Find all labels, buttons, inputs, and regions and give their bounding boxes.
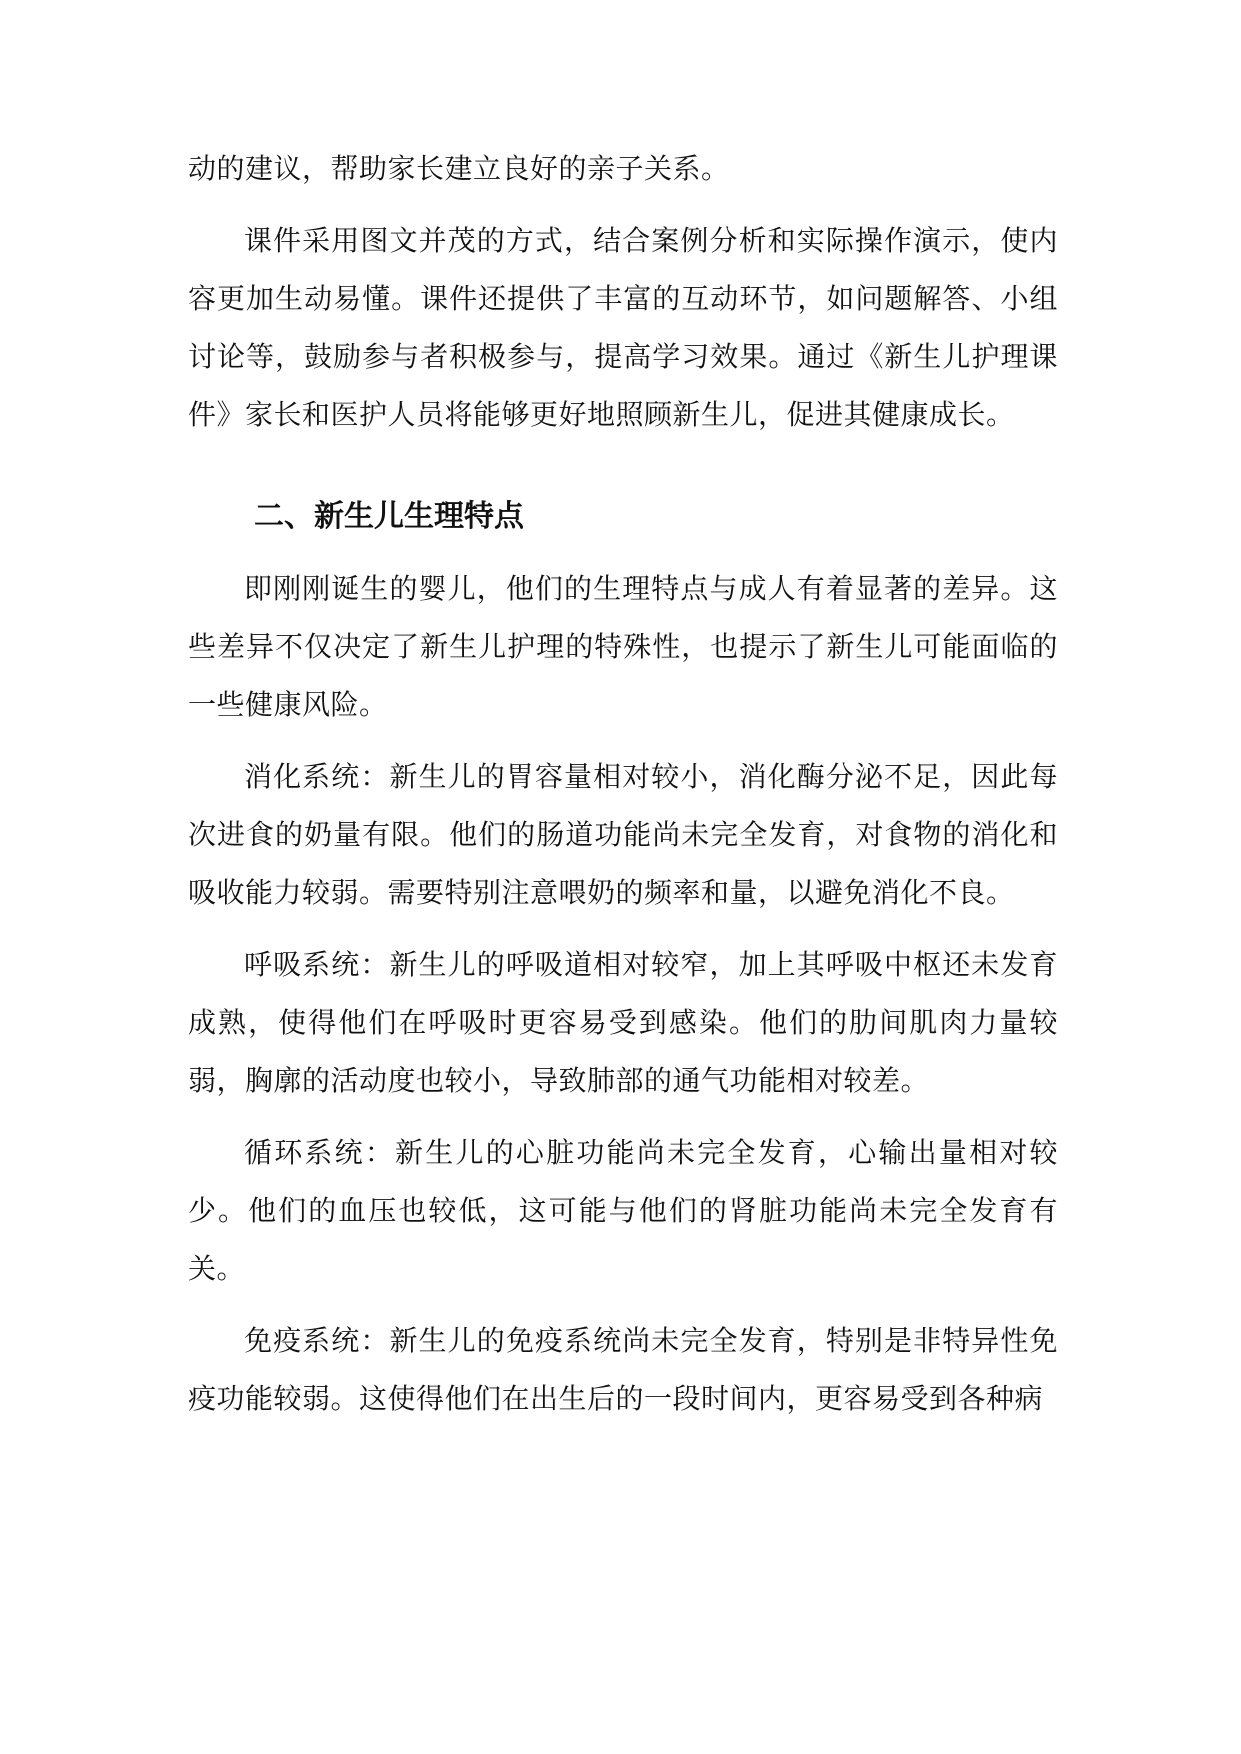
section-heading: 二、新生儿生理特点 xyxy=(254,499,524,534)
document-body xyxy=(188,140,1058,1428)
immune-system-paragraph: 免疫系统：新生儿的免疫系统尚未完全发育，特别是非特异性免疫功能较弱。这使得他们在出生后的一段时间内，更容易受到各种病 xyxy=(188,1324,1058,1415)
section-intro-paragraph: 即刚刚诞生的婴儿，他们的生理特点与成人有着显著的差异。这些差异不仅决定了新生儿护理的特殊性，也提示了新生儿可能面临的一些健康风险。 xyxy=(188,572,1058,721)
respiratory-system-paragraph: 呼吸系统：新生儿的呼吸道相对较窄，加上其呼吸中枢还未发育成熟，使得他们在呼吸时更容易受到感染。他们的肋间肌肉力量较弱，胸廓的活动度也较小，导致肺部的通气功能相对较差。 xyxy=(188,948,1058,1097)
circulatory-system-paragraph: 循环系统：新生儿的心脏功能尚未完全发育，心输出量相对较少。他们的血压也较低，这可能与他们的肾脏功能尚未完全发育有关。 xyxy=(188,1136,1058,1285)
continued-paragraph: 动的建议，帮助家长建立良好的亲子关系。 xyxy=(188,152,730,185)
digestive-system-paragraph: 消化系统：新生儿的胃容量相对较小，消化酶分泌不足，因此每次进食的奶量有限。他们的肠道功能尚未完全发育，对食物的消化和吸收能力较弱。需要特别注意喂奶的频率和量，以避免消化不良。 xyxy=(188,760,1058,909)
intro-paragraph: 课件采用图文并茂的方式，结合案例分析和实际操作演示，使内容更加生动易懂。课件还提供了丰富的互动环节，如问题解答、小组讨论等，鼓励参与者积极参与，提高学习效果。通过《新生儿护理课件》家长和医护人员将能够更好地照顾新生儿，促进其健康成长。 xyxy=(188,224,1058,431)
